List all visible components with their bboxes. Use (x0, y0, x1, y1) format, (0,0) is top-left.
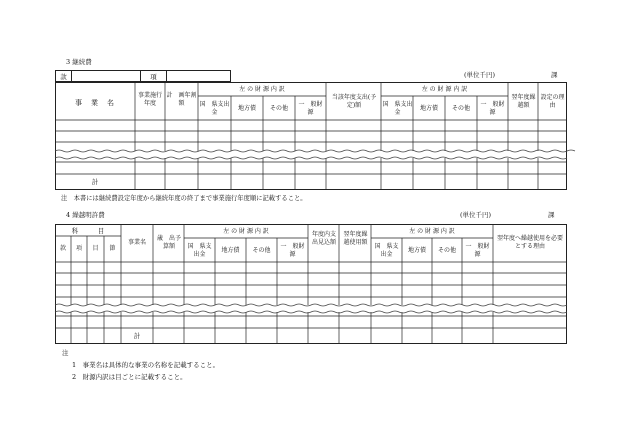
s3-h-sonota: その他 (269, 105, 288, 112)
s3-h-chihosai2: 地方債 (419, 105, 438, 112)
s3-h-nendo: 事業施行年度 (137, 92, 162, 107)
s4-h-chihosai2: 地方債 (407, 247, 426, 254)
s3-h-riyu: 設定の理 由 (540, 94, 571, 109)
s3-h-kokken: 国 県支出金 (199, 101, 230, 116)
s3-kou-label: 項 (141, 71, 167, 82)
s3-unit: (単位千円) (464, 71, 496, 79)
s4-h-sonota: その他 (252, 247, 271, 254)
s3-h-zaigen-right: 左 の 財 源 内 訳 (421, 86, 468, 93)
s3-h-sonota2: その他 (451, 105, 470, 112)
s4-h-zaigen-left: 左 の 財 源 内 訳 (223, 228, 269, 235)
section3-title: 3 継続費 (66, 58, 92, 66)
s4-ka: 課 (548, 211, 555, 219)
s3-kan-label: 款 (56, 71, 72, 82)
s3-h-keikaku: 計 画年割額 (166, 92, 197, 107)
s3-ka: 課 (551, 71, 558, 79)
s4-h-riyu: 翌年度へ繰越使用を必要とする理由 (496, 235, 563, 250)
s3-h-jigyo: 事 業 名 (75, 99, 115, 107)
s3-total: 計 (91, 178, 99, 186)
s3-h-chihosai: 地方債 (237, 105, 256, 112)
s3-h-kokken2: 国 県支出金 (382, 101, 413, 116)
s3-h-togai: 当該年度支出(予定)額 (331, 94, 377, 109)
s4-unit: (単位千円) (460, 211, 492, 219)
s4-h-jigyo: 事業名 (127, 239, 146, 246)
s4-h-ippan: 一 般財 源 (280, 243, 311, 258)
note-item-1: 1 事業名は具体的な事業の名称を記載すること。 (72, 361, 220, 369)
s4-h-setsu: 節 (109, 245, 116, 252)
note-item-2: 2 財源内訳は目ごとに記載すること。 (72, 373, 187, 381)
s4-h-kamoku: 科 目 (71, 227, 105, 235)
s4-h-kan: 款 (59, 245, 66, 252)
s4-h-chihosai: 地方債 (221, 247, 240, 254)
s4-total: 計 (133, 332, 141, 340)
s4-h-ippan2: 一 般財 源 (465, 243, 496, 258)
s3-note: 注 本書には継続費設定年度から継続年度の終了まで事業施行年度順に記載すること。 (61, 195, 307, 202)
s3-h-zaigen-left: 左 の 財 源 内 訳 (239, 86, 285, 93)
s4-h-kokken2: 国 県支出金 (374, 243, 399, 258)
s4-h-saishutsu: 歳 出予算額 (156, 235, 181, 250)
s4-h-yokunendo-kurikoshi: 翌年度繰 越使用額 (343, 231, 374, 246)
notes-head: 注 (62, 349, 69, 357)
section4-title: 4 繰越明許費 (66, 211, 105, 219)
s4-h-zaigen-right: 左 の 財 源 内 訳 (409, 228, 455, 235)
s3-h-ippan2: 一 般財 源 (480, 101, 511, 116)
s4-h-kokken: 国 県支出金 (187, 243, 212, 258)
s4-h-nendonai: 年度内支 出見込額 (311, 231, 343, 246)
s4-h-sonota2: その他 (437, 247, 456, 254)
s3-h-ippan: 一 般財 源 (298, 101, 329, 116)
s4-h-moku: 目 (92, 245, 99, 252)
s3-h-yokunendo: 翌年度繰越額 (511, 94, 536, 109)
s4-h-kou: 項 (75, 245, 82, 252)
